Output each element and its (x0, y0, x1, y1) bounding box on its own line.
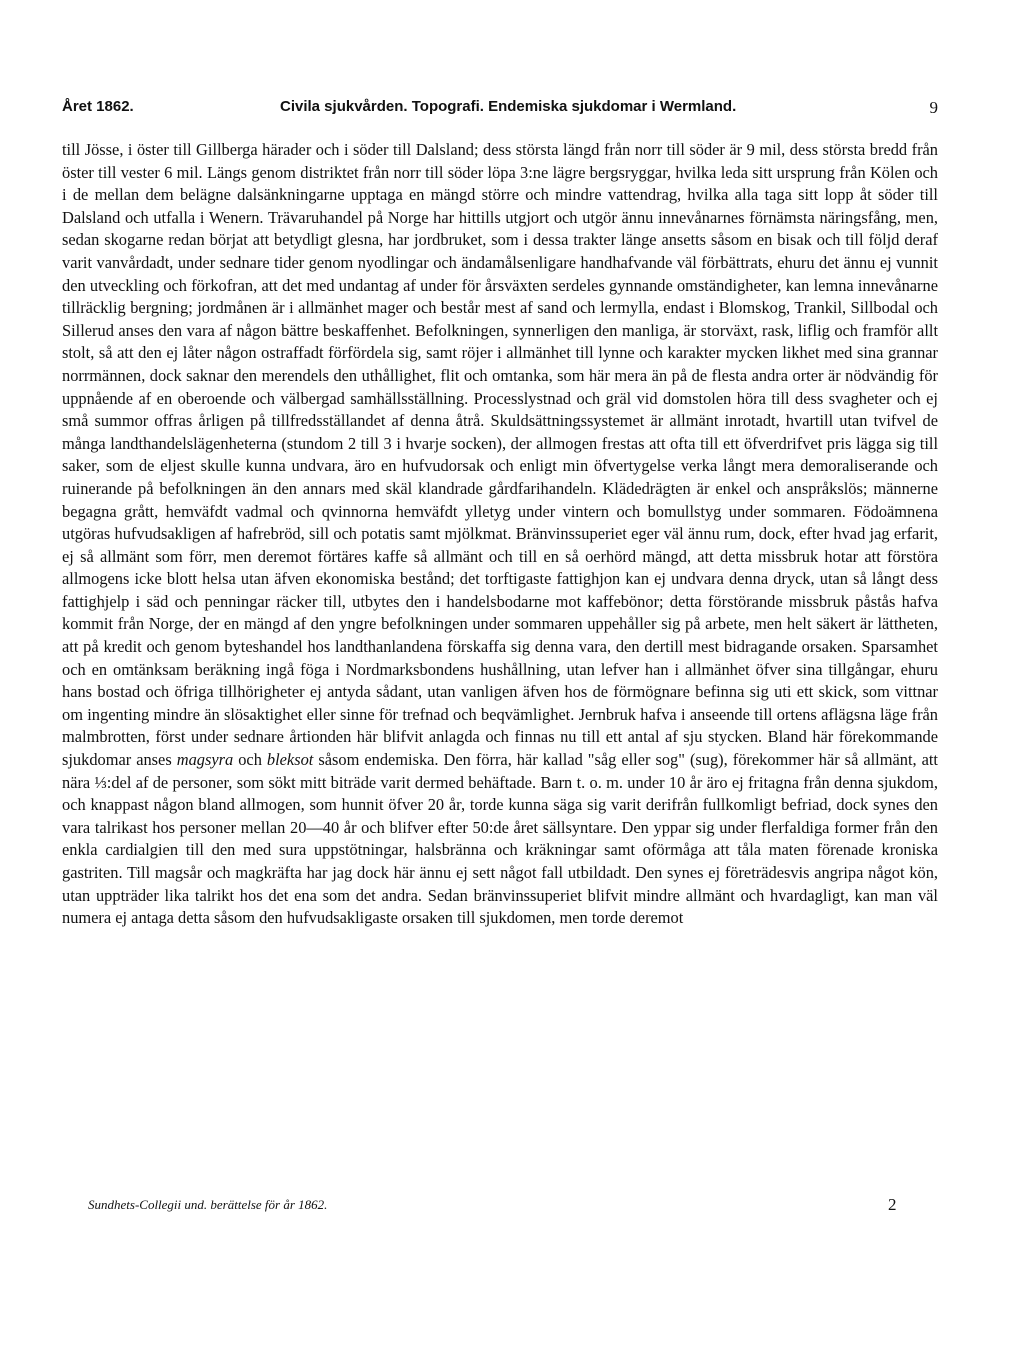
body-paragraph (62, 139, 938, 930)
running-head (62, 98, 938, 122)
body-text-part1: till Jösse, i öster till Gillberga härader och i söder till Dalsland; dess största längd från norr till söder är 9 mil, dess största bredd från öster till vester 6 mil. Längs genom distriktet från norr till söder löpa 3:ne lägre bergsryggar, hvilka leda sitt ursprung från Kölen och i de mellan dem belägne dalsänkningarne upptaga en mängd större och mindre vattendrag, hvilka alla taga sitt lopp åt söder till Dalsland och utfalla i Wenern. Trävaruhandel på Norge har hittills utgjort och utgör ännu innevånarnes förnämsta näringsfång, men, sedan skogarne redan börjat att betydligt glesna, har jordbruket, som i dessa trakter länge ansetts såsom en bisak och till följd deraf varit vanvårdadt, under sednare tider genom nyodlingar och ändamålsenligare handhafvande väl förbättrats, ehuru det ännu ej vunnit den utveckling och förkofran, att det med undantag af under för årsväxten serdeles gynnande omständigheter, kan lemna innevånarne tillräcklig bergning; jordmånen är i allmänhet mager och består mest af sand och lermylla, endast i Blomskog, Trankil, Sillbodal och Sillerud anses den vara af någon bättre beskaffenhet. Befolkningen, synnerligen den manliga, är storväxt, rask, liflig och framför allt stolt, så att den ej låter någon ostraffadt förfördela sig, samt röjer i allmänhet till lynne och karakter mycken likhet med sina grannar norrmännen, dock saknar den merendels den uthållighet, flit och omtanka, som här mera än på de flesta andra orter är nödvändig för uppnående af en oberoende och välbergad samhällsställning. Processlystnad och gräl vid domstolen höra till dess svagheter och ej små summor offras årligen på tillfredsställandet af denna åtrå. Skuldsättningssystemet är allmänt inrotadt, hvartill utan tvifvel de många landthandelslägenheterna (stundom 2 till 3 i hvarje socken), der allmogen frestas att ofta till ett öfverdrifvet pris lägga sig till saker, som de eljest skulle kunna undvara, äro en hufvudorsak och enligt min öfvertygelse verka långt mera demoraliserande och ruinerande på befolkningen än den annars med skäl klandrade gårdfarihandeln. Klädedrägten är enkel och anspråkslös; männerne begagna grått, hemväfdt vadmal och qvinnorna hemväfdt ylletyg under vintern och bomullstyg under sommaren. Födoämnena utgöras hufvudsakligen af hafrebröd, sill och potatis samt mjölkmat. Bränvinssuperiet eger väl ännu rum, dock, efter hvad jag erfarit, ej så allmänt som förr, men deremot förtäres kaffe så allmänt och till en så oerhörd mängd, att detta missbruk hotar att förstöra allmogens icke blott helsa utan äfven ekonomiska bestånd; det torftigaste fattighjon kan ej undvara denna dryck, utan så långt dess fattighjelp i säd och penningar räcker till, utbytes den i handelsbodarne mot kaffebönor; detta förstörande missbruk påstås hafva kommit från Norge, der en mängd af den yngre befolkningen under sommaren uppehåller sig på arbete, men helt säkert är lättheten, att på kredit och genom byteshandel hos landthanlandena förskaffa sig denna vara, den dertill mest bidragande orsaken. Sparsamhet och en omtänksam beräkning ingå föga i Nordmarksbondens hushållning, utan lefver han i allmänhet öfver sina tillgångar, ehuru hans bostad och öfriga tillhörigheter ej antyda sådant, utan vanligen äfven hos de förmögnare befinna sig uti ett skick, som vittnar om ingenting mindre än slösaktighet eller sinne för trefnad och beqvämlighet. Jernbruk hafva i anseende till ortens aflägsna läge från malmbrotten, först under sednare årtionden här blifvit anlagda och finnas nu till ett antal af sju stycken. Bland här förekommande sjukdomar anses (62, 140, 938, 770)
footer-source-line: Sundhets-Collegii und. berättelse för år 1862. (88, 1197, 328, 1212)
body-text-part2: och (238, 750, 262, 770)
header-title: Civila sjukvården. Topografi. Endemiska sjukdomar i Wermland. (280, 98, 737, 115)
document-page (62, 0, 938, 1353)
signature-mark: 2 (888, 1195, 897, 1214)
page-footer (62, 1195, 938, 1217)
page-number: 9 (929, 98, 938, 117)
header-year: Året 1862. (62, 98, 134, 115)
term-magsyra: magsyra (176, 750, 234, 770)
body-text-part3: såsom endemiska. Den förra, här kallad "såg eller sog" (sug), förekommer här så allmänt, att nära ⅓:del af de personer, som sökt mitt biträde varit dermed behäftade. Barn t. o. m. under 10 år äro ej fritagna från denna sjukdom, och knappast någon bland allmogen, som hunnit öfver 20 år, torde kunna säga sig varit derifrån fullkomligt befriad, dock synes den vara talrikast hos personer mellan 20—40 år och blifver efter 50:de året sällsyntare. Den yppar sig under flerfaldiga former från den enkla cardialgien till den med sura uppstötningar, halsbränna och kräkningar samt oförmåga att tåla maten förenade kroniska gastriten. Till magsår och magkräfta har jag dock här ännu ej sett något fall utbildadt. Den synes ej företrädesvis angripa något kön, utan uppträder lika talrikt hos det ena som det andra. Sedan bränvinssuperiet blifvit mindre allmänt och hvardagligt, kan man väl numera ej antaga detta såsom den hufvudsakligaste orsaken till sjukdomen, men torde deremot (62, 750, 938, 928)
term-bleksot: bleksot (266, 750, 314, 770)
